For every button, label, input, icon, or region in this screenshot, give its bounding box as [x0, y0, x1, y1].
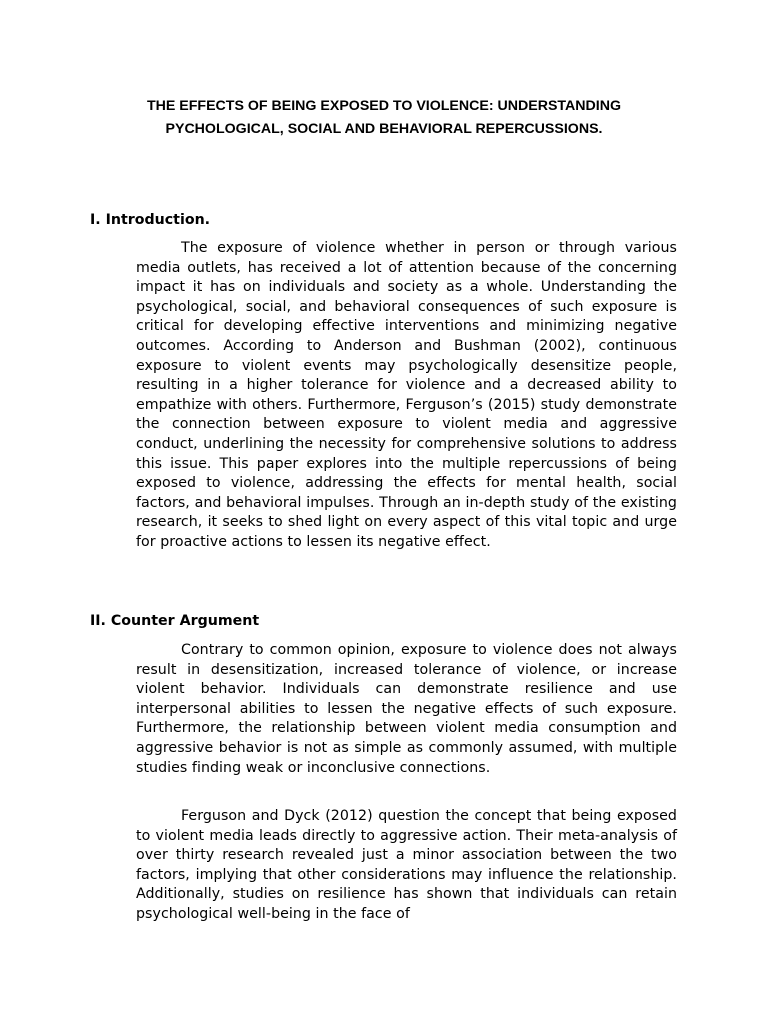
section-heading-counter-argument: II. Counter Argument: [90, 613, 260, 629]
counter-argument-paragraph-2: Ferguson and Dyck (2012) question the concept that being exposed to violent media leads directly to aggressive action. Their meta-analysis of over thirty research revealed just a minor association between the two factors, implying that other considerations may influence the relationship. Additionally, studies on resilience has shown that individuals can retain psychological well-being in the face of: [136, 808, 677, 922]
title-line-1: THE EFFECTS OF BEING EXPOSED TO VIOLENCE: UNDERSTANDING: [146, 98, 621, 114]
section-heading-introduction: I. Introduction.: [90, 212, 211, 228]
introduction-paragraph: The exposure of violence whether in person or through various media outlets, has received a lot of attention because of the concerning impact it has on individuals and society as a whole. Understanding the psychological, social, and behavioral consequences of such exposure is critical for developing effective interventions and minimizing negative outcomes. According to Anderson and Bushman (2002), continuous exposure to violent events may psychologically desensitize people, resulting in a higher tolerance for violence and a decreased ability to empathize with others. Furthermore, Ferguson’s (2015) study demonstrate the connection between exposure to violent media and aggressive conduct, underlining the necessity for comprehensive solutions to address this issue. This paper explores into the multiple repercussions of being exposed to violence, addressing the effects for mental health, social factors, and behavioral impulses. Through an in-depth study of the existing research, it seeks to shed light on every aspect of this vital topic and urge for proactive actions to lessen its negative effect.: [136, 240, 677, 550]
document-title: [110, 95, 658, 141]
title-line-2: PYCHOLOGICAL, SOCIAL AND BEHAVIORAL REPERCUSSIONS.: [165, 121, 603, 137]
counter-argument-paragraph-1: Contrary to common opinion, exposure to violence does not always result in desensitization, increased tolerance of violence, or increase violent behavior. Individuals can demonstrate resilience and use interpersonal abilities to lessen the negative effects of such exposure. Furthermore, the relationship between violent media consumption and aggressive behavior is not as simple as commonly assumed, with multiple studies finding weak or inconclusive connections.: [136, 642, 677, 776]
